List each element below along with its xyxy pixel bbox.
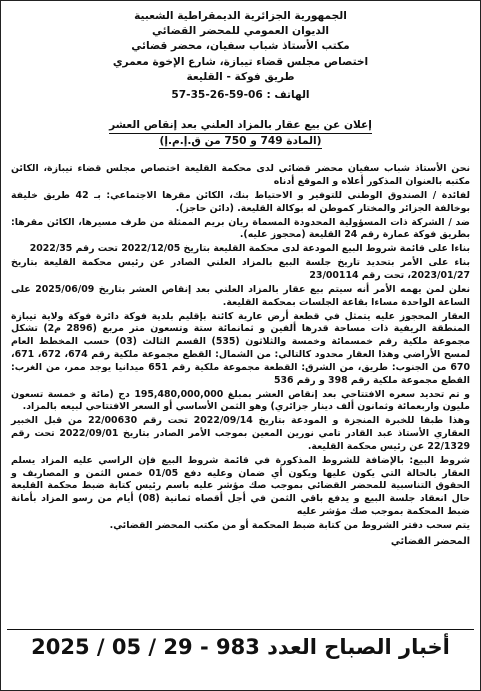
notice-body — [11, 163, 470, 533]
paragraph-bailiff: نحن الأستاذ شباب سفيان محضر قضائي لدى محكمة القليعة اختصاص مجلس قضاء تيبازة، الكائن مكتبه بالعنوان المذكور أعلاه و الموقع أدناه — [11, 163, 470, 188]
office-jurisdiction: اختصاص مجلس قضاء تيبازة، شارع الإخوة معمري — [112, 55, 369, 68]
notice-title-articles: (المادة 749 و 750 من ق.إ.م.إ) — [159, 135, 322, 148]
paragraph-sale-terms: شروط البيع: بالإضافة للشروط المذكورة في قائمة شروط البيع فإن الراسي عليه المزاد يسلم العقار بالحالة التي يكون عليها ويكون أي ضمان وعليه دفع 01/05 خمس الثمن و المصاريف و الحقوق التناسبية للمحضر القضائي بموجب صك مؤشر عليه باسم رئيس كتابة ضبط محكمة القليعة حال انعقاد جلسة البيع و يدفع باقي الثمن في أجل أقصاه ثمانية (08) أيام من رسو المزاد بأمانة ضبط المحكمة بموجب صك مؤشر عليه — [11, 454, 470, 518]
paragraph-debtor: ضد / الشركة ذات المسؤولية المحدودة المسماة ريان بريم الممثلة من طرف مسيرها، الكائن مقرها: بطريق فوكة عمارة رقم 24 القليعة (محجوز عليه). — [11, 216, 470, 241]
republic-line: الجمهورية الجزائرية الديمقراطية الشعبية — [134, 10, 347, 22]
paragraph-conditions-list: بناءا على قائمة شروط البيع المودعة لدى محكمة القليعة بتاريخ 2022/12/05 تحت رقم 2022/35 — [29, 243, 470, 255]
footer-divider — [7, 629, 474, 630]
paragraph-price: و تم تحديد سعره الافتتاحي بعد إنقاص العشر بمبلغ 195,480,000,000 دج (مائة و خمسة تسعون مليون واربعمائة وثمانون ألف دينار جزائري) وهو الثمن الأساسي أو السعر الافتتاحي لبيعه بالمزاد. — [11, 388, 470, 413]
office-address: طريق فوكة - القليعة — [186, 70, 295, 83]
notice-title-main: إعلان عن بيع عقار بالمزاد العلني بعد إنقاص العشر — [109, 118, 372, 134]
newspaper-footer: أخبار الصباح العدد 983 - 29 / 05 / 2025 — [31, 635, 450, 659]
paragraph-sale-date: نعلن لمن يهمه الأمر أنه سيتم بيع عقار بالمزاد العلني بعد إنقاص العشر بتاريخ 2025/06/09 على الساعة الواحدة مساءا بقاعة الجلسات بمحكمة القليعة. — [11, 283, 470, 308]
paragraph-withdrawal: يتم سحب دفتر الشروط من كتابة ضبط المحكمة أو من مكتب المحضر القضائي. — [109, 520, 470, 531]
paragraph-creditor: لفائدة / الصندوق الوطني للتوفير و الاحتياط بنك، الكائن مقرها الاجتماعي: بـ 42 طريق خليفة بوخالفة الجزائر والمختار كموطن له بوكالة القليعة. (دائن حاجز). — [11, 189, 470, 214]
bailiff-name: مكتب الأستاذ شباب سفيان، محضر قضائي — [131, 40, 350, 53]
notice-title — [1, 118, 480, 149]
office-header — [1, 9, 480, 103]
paragraph-property: العقار المحجوز عليه يتمثل في قطعة أرض عارية كائنة بإقليم بلدية فوكة دائرة فوكة ولاية تيبازة المنطقة الريفية ذات مساحة قدرها ألفين و ثمانمائة ستة وتسعون متر مربع (2896 م2) تشكل مجموعة ملكية رقم خمسمائة وخمسة والثلاثون (535) القسم الثالث (03) حسب المخطط العام لمسح الأراضي وهذا العقار محدود كالتالي: من الشمال: القطع مجموعة ملكية رقم 674، 672، 671، 670 من الجنوب: طريق، من الشرق: القطعة مجموعة ملكية رقم 651 ميدانيا يوجد ممر، من الغرب: القطع مجموعة ملكية رقم 398 و رقم 536 — [11, 310, 470, 386]
paragraph-order: بناء على الأمر بتحديد تاريخ جلسة البيع بالمزاد العلني الصادر عن رئيس محكمة القليعة بتاريخ 2023/01/27، تحت رقم 23/00114 — [11, 257, 470, 281]
office-name: الديوان العمومي للمحضر القضائي — [151, 25, 330, 38]
office-phone: الهاتف : 06-59-26-35-57 — [171, 89, 310, 102]
signature-label: المحضر القضائي — [390, 535, 470, 547]
paragraph-expertise: وهذا طبقا للخبرة المنجزة و المودعة بتاريخ 2022/09/14 تحت رقم 22/00630 من قبل الخبير العقاري الأستاذ عبد القادر تامي نورين المعين بموجب الأمر الصادر بتاريخ 2022/09/01 تحت رقم 22/1329 عن رئيس محكمة القليعة. — [11, 415, 470, 452]
